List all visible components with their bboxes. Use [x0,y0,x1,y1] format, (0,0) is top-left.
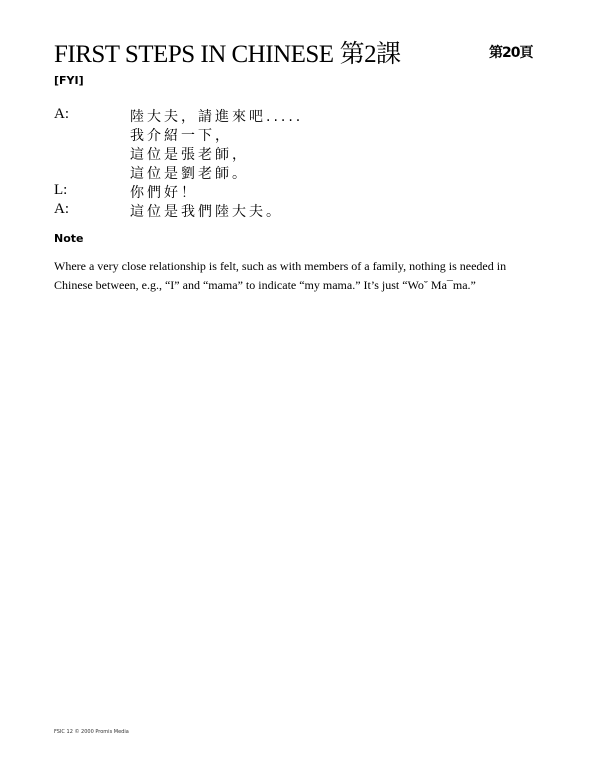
book-title: FIRST STEPS IN CHINESE [54,41,334,68]
speaker: L: [54,182,68,198]
speaker: A: [54,106,69,122]
footer-copyright: FSIC 12 © 2000 Promis Media [54,729,129,735]
utterance: 這位是張老師， [130,147,249,163]
page-title [54,34,401,70]
fyi-label: [FYI] [54,74,84,87]
note-label: Note [54,232,84,245]
utterance: 這位是我們陸大夫。 [130,204,283,220]
lesson-label: 第2課 [339,41,401,68]
utterance: 你們好！ [130,185,198,201]
utterance: 我介紹一下， [130,128,232,144]
note-text: Where a very close relationship is felt, such as with members of a family, nothing is needed in Chinese between, e.g., “I” and “mama” to indicate “my mama.” It’s just “Wo˘ Ma¯ma.” [54,259,507,292]
utterance: 陸大夫，請進來吧..... [130,109,304,125]
speaker: A: [54,201,69,217]
page-number: 第20頁 [489,45,533,61]
utterance: 這位是劉老師。 [130,166,249,182]
